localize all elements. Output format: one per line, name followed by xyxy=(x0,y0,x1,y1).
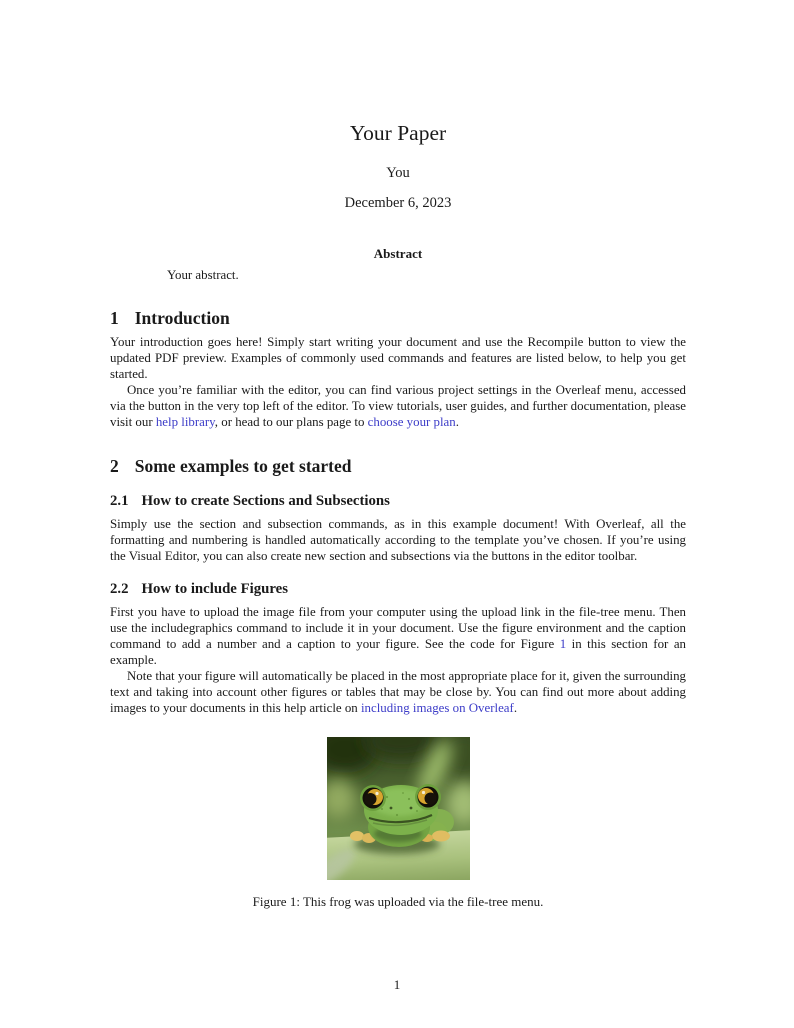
subsection-2-1-number: 2.1 xyxy=(110,492,129,509)
paper-date: December 6, 2023 xyxy=(344,195,452,211)
subsection-2-1-paragraph: Simply use the section and subsection commands, as in this example document! With Overleaf, all the formatting and numbering is handled automatically according to the template you’ve chosen. If you’re using the Visual Editor, you can also create new section and subsections via the buttons in the editor toolbar. xyxy=(110,516,686,563)
section-1-number: 1 xyxy=(110,308,119,328)
text-run: in this section for an example. xyxy=(110,637,686,668)
section-2-heading xyxy=(110,456,686,476)
choose-your-plan-link[interactable]: choose your plan xyxy=(367,415,456,430)
section-2-number: 2 xyxy=(110,455,119,476)
figures-paragraph-1 xyxy=(110,604,686,668)
text-run: Note that your figure will automatically be placed in the most appropriate place for it, given the surrounding text and taking into account other figures or tables that may be close by. You can find out more about adding images to your documents in this help article on xyxy=(110,669,686,716)
subsection-2-2-heading xyxy=(110,581,686,598)
subsection-2-2-number: 2.2 xyxy=(110,580,129,597)
figures-paragraph-2 xyxy=(110,668,686,716)
text-run: . xyxy=(455,415,459,430)
section-2-title: Some examples to get started xyxy=(134,455,352,476)
subsection-2-1-title: How to create Sections and Subsections xyxy=(141,492,390,509)
page-content xyxy=(110,0,686,909)
figure-1-caption: Figure 1: This frog was uploaded via the file-tree menu. xyxy=(252,893,544,909)
section-1-heading xyxy=(110,308,686,328)
text-run: , or head to our plans page to xyxy=(214,415,368,430)
paper-author: You xyxy=(386,165,410,181)
abstract-text: Your abstract. xyxy=(167,268,239,282)
subsection-2-1-heading xyxy=(110,493,686,510)
section-1-title: Introduction xyxy=(134,308,230,328)
including-images-link[interactable]: including images on Overleaf xyxy=(360,701,514,716)
figure-1 xyxy=(110,737,686,909)
figure-1-reference-link[interactable]: 1 xyxy=(559,637,567,652)
intro-paragraph-2 xyxy=(110,382,686,430)
page-number: 1 xyxy=(393,977,401,992)
text-run: . xyxy=(513,701,518,716)
text-run: Once you’re familiar with the editor, you can find various project settings in the Overleaf menu, accessed via the button in the very top left of the editor. To view tutorials, user guides, and further documentation, please visit our xyxy=(110,383,686,430)
abstract-heading: Abstract xyxy=(373,246,423,261)
help-library-link[interactable]: help library xyxy=(155,415,215,430)
subsection-2-2-title: How to include Figures xyxy=(141,580,288,597)
intro-paragraph-1: Your introduction goes here! Simply start writing your document and use the Recompile button to view the updated PDF preview. Examples of commonly used commands and features are listed below, to help you get started. xyxy=(110,335,686,382)
paper-title: Your Paper xyxy=(349,121,447,145)
frog-photo xyxy=(327,737,470,880)
text-run: First you have to upload the image file from your computer using the upload link in the file-tree menu. Then use the includegraphics command to include it in your document. Use the figure environment and the caption command to add a number and a caption to your figure. See the code for Figure xyxy=(110,604,686,652)
